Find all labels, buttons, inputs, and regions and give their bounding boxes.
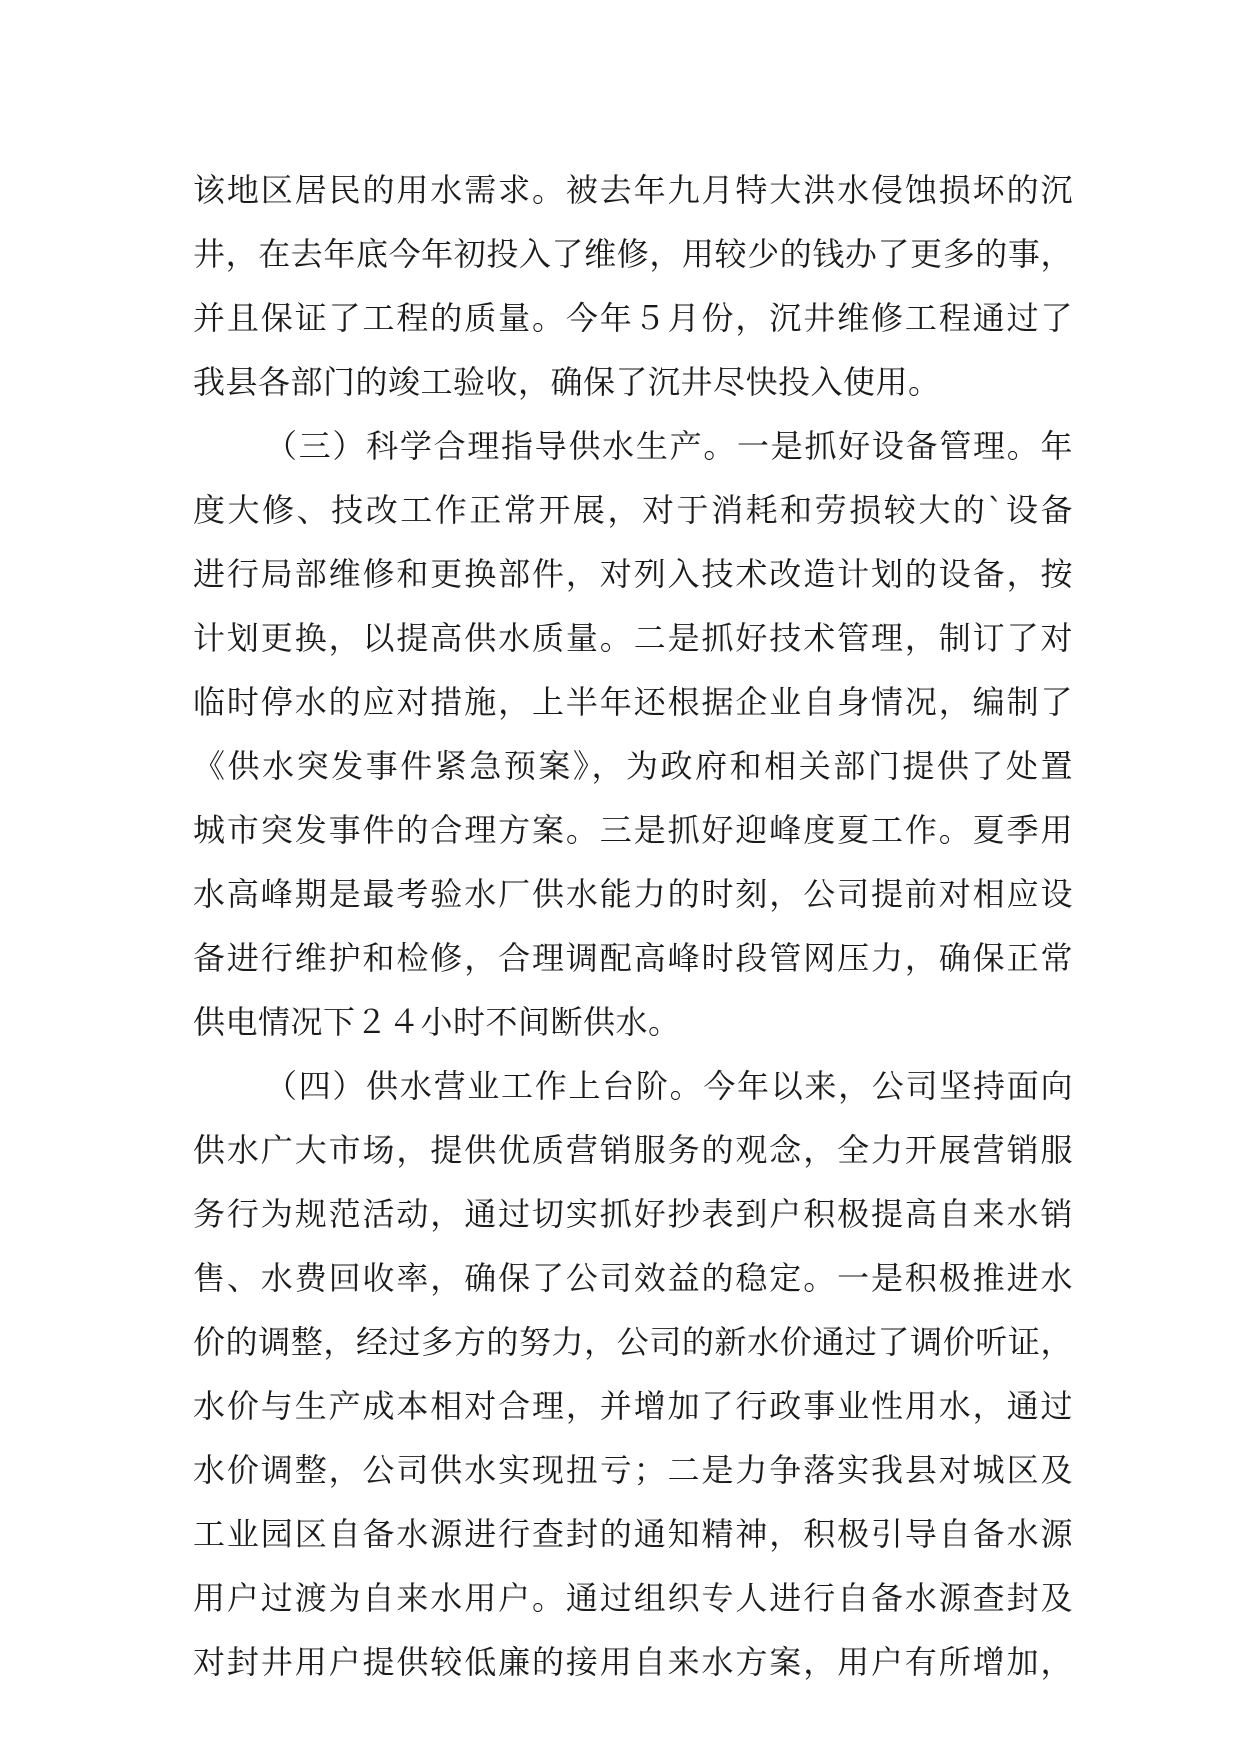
text-line: 工业园区自备水源进行查封的通知精神，积极引导自备水源 xyxy=(193,1515,1073,1553)
text-line: 用户过渡为自来水用户。通过组织专人进行自备水源查封及 xyxy=(193,1579,1073,1617)
text-line: 售、水费回收率，确保了公司效益的稳定。一是积极推进水 xyxy=(193,1259,1073,1297)
text-line: 城市突发事件的合理方案。三是抓好迎峰度夏工作。夏季用 xyxy=(193,811,1073,849)
text-line: 临时停水的应对措施，上半年还根据企业自身情况，编制了 xyxy=(193,683,1073,721)
text-line: 该地区居民的用水需求。被去年九月特大洪水侵蚀损坏的沉 xyxy=(193,171,1073,209)
paragraph-heading-line: （四）供水营业工作上台阶。今年以来，公司坚持面向 xyxy=(265,1067,1073,1105)
text-line: 务行为规范活动，通过切实抓好抄表到户积极提高自来水销 xyxy=(193,1195,1073,1233)
text-line: 我县各部门的竣工验收，确保了沉井尽快投入使用。 xyxy=(193,363,941,401)
text-line: 水价与生产成本相对合理，并增加了行政事业性用水，通过 xyxy=(193,1387,1073,1425)
text-line: 备进行维护和检修，合理调配高峰时段管网压力，确保正常 xyxy=(193,939,1073,977)
text-line: 计划更换，以提高供水质量。二是抓好技术管理，制订了对 xyxy=(193,619,1073,657)
document-body xyxy=(193,158,1073,1694)
paragraph-heading-line: （三）科学合理指导供水生产。一是抓好设备管理。年 xyxy=(265,427,1073,465)
text-line: 度大修、技改工作正常开展，对于消耗和劳损较大的`设备 xyxy=(193,491,1073,529)
text-line: 供水广大市场，提供优质营销服务的观念，全力开展营销服 xyxy=(193,1131,1073,1169)
text-line: 对封井用户提供较低廉的接用自来水方案，用户有所增加， xyxy=(193,1643,1073,1681)
text-line: 并且保证了工程的质量。今年５月份，沉井维修工程通过了 xyxy=(193,299,1073,337)
text-line: 进行局部维修和更换部件，对列入技术改造计划的设备，按 xyxy=(193,555,1073,593)
text-line: 水价调整，公司供水实现扭亏；二是力争落实我县对城区及 xyxy=(193,1451,1073,1489)
text-line: 价的调整，经过多方的努力，公司的新水价通过了调价听证， xyxy=(193,1323,1073,1361)
text-line: 水高峰期是最考验水厂供水能力的时刻，公司提前对相应设 xyxy=(193,875,1073,913)
text-line: 井，在去年底今年初投入了维修，用较少的钱办了更多的事， xyxy=(193,235,1073,273)
text-line: 供电情况下２４小时不间断供水。 xyxy=(193,1003,681,1041)
text-line: 《供水突发事件紧急预案》，为政府和相关部门提供了处置 xyxy=(193,747,1073,785)
